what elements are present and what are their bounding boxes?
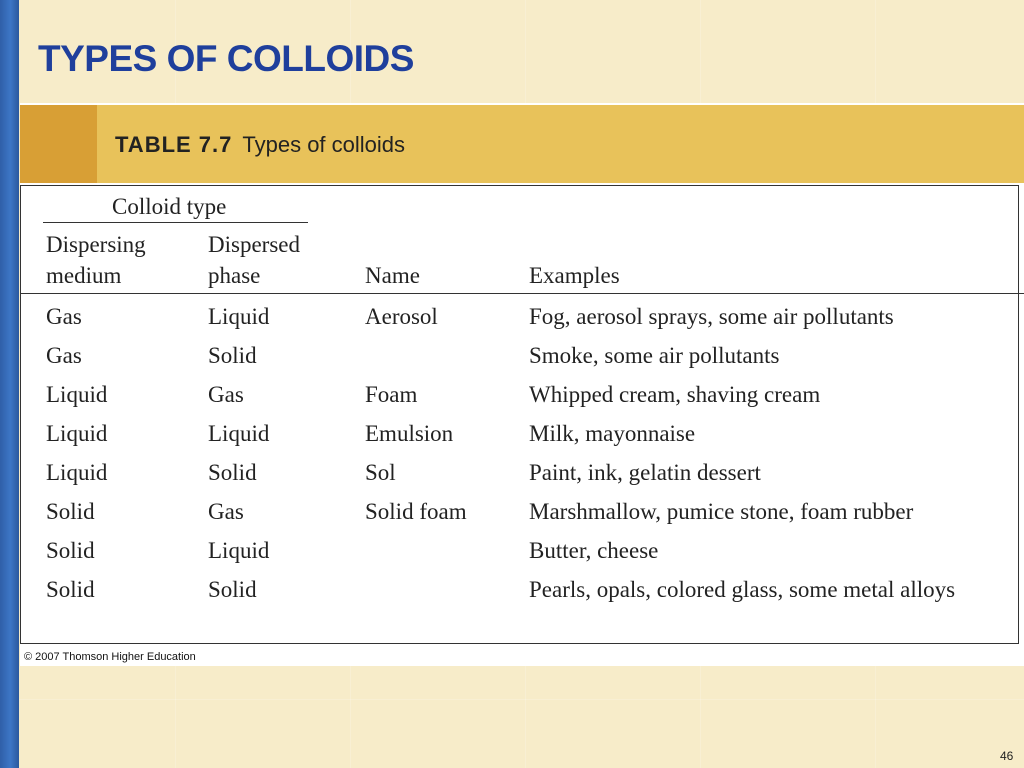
table-cell: Liquid: [208, 421, 270, 446]
header-rule: [20, 293, 1024, 294]
table-cell: Gas: [46, 343, 82, 368]
table-cell: Liquid: [208, 304, 270, 329]
column-header-dispersing-medium: [46, 229, 146, 291]
column-header-name: Name: [365, 263, 420, 288]
table-cell: Liquid: [46, 382, 108, 407]
table-cell: Liquid: [46, 421, 108, 446]
table-cell: Butter, cheese: [529, 538, 659, 563]
table-cell: Pearls, opals, colored glass, some metal alloys: [529, 577, 956, 602]
group-header-rule: [43, 222, 308, 223]
column-header-dispersed-phase: [208, 229, 300, 291]
table-cell: Solid: [208, 460, 257, 485]
table-cell: Smoke, some air pollutants: [529, 343, 780, 368]
table-cell: Solid: [46, 538, 95, 563]
table-cell: Foam: [365, 382, 418, 407]
header-line: medium: [46, 263, 122, 288]
header-line: phase: [208, 263, 261, 288]
table-cell: Solid: [208, 343, 257, 368]
table-number: TABLE 7.7: [115, 132, 233, 157]
table-header-tab: [20, 105, 97, 183]
table-cell: Sol: [365, 460, 396, 485]
table-cell: Aerosol: [365, 304, 438, 329]
table-cell: Liquid: [208, 538, 270, 563]
header-line: Dispersed: [208, 232, 300, 257]
page-number: 46: [1000, 749, 1014, 763]
table-cell: Solid: [46, 499, 95, 524]
left-accent-bar: [0, 0, 19, 768]
table-cell: Solid: [208, 577, 257, 602]
table-cell: Liquid: [46, 460, 108, 485]
table-cell: Gas: [46, 304, 82, 329]
column-header-examples: Examples: [529, 263, 620, 288]
table-cell: Paint, ink, gelatin dessert: [529, 460, 761, 485]
table-cell: Solid: [46, 577, 95, 602]
table-cell: Solid foam: [365, 499, 467, 524]
header-line: Dispersing: [46, 232, 146, 257]
table-cell: Gas: [208, 382, 244, 407]
table-cell: Fog, aerosol sprays, some air pollutants: [529, 304, 894, 329]
table-caption: Types of colloids: [242, 132, 406, 157]
colloid-table-figure: [20, 103, 1024, 666]
table-cell: Milk, mayonnaise: [529, 421, 696, 446]
table-cell: Marshmallow, pumice stone, foam rubber: [529, 499, 914, 524]
table-cell: Emulsion: [365, 421, 454, 446]
table-header-band: [20, 105, 1024, 183]
table-label: [115, 132, 405, 158]
table-cell: Whipped cream, shaving cream: [529, 382, 821, 407]
table-cell: Gas: [208, 499, 244, 524]
copyright-notice: © 2007 Thomson Higher Education: [24, 651, 196, 663]
group-header-colloid-type: Colloid type: [112, 194, 227, 219]
slide-title: TYPES OF COLLOIDS: [38, 38, 414, 79]
